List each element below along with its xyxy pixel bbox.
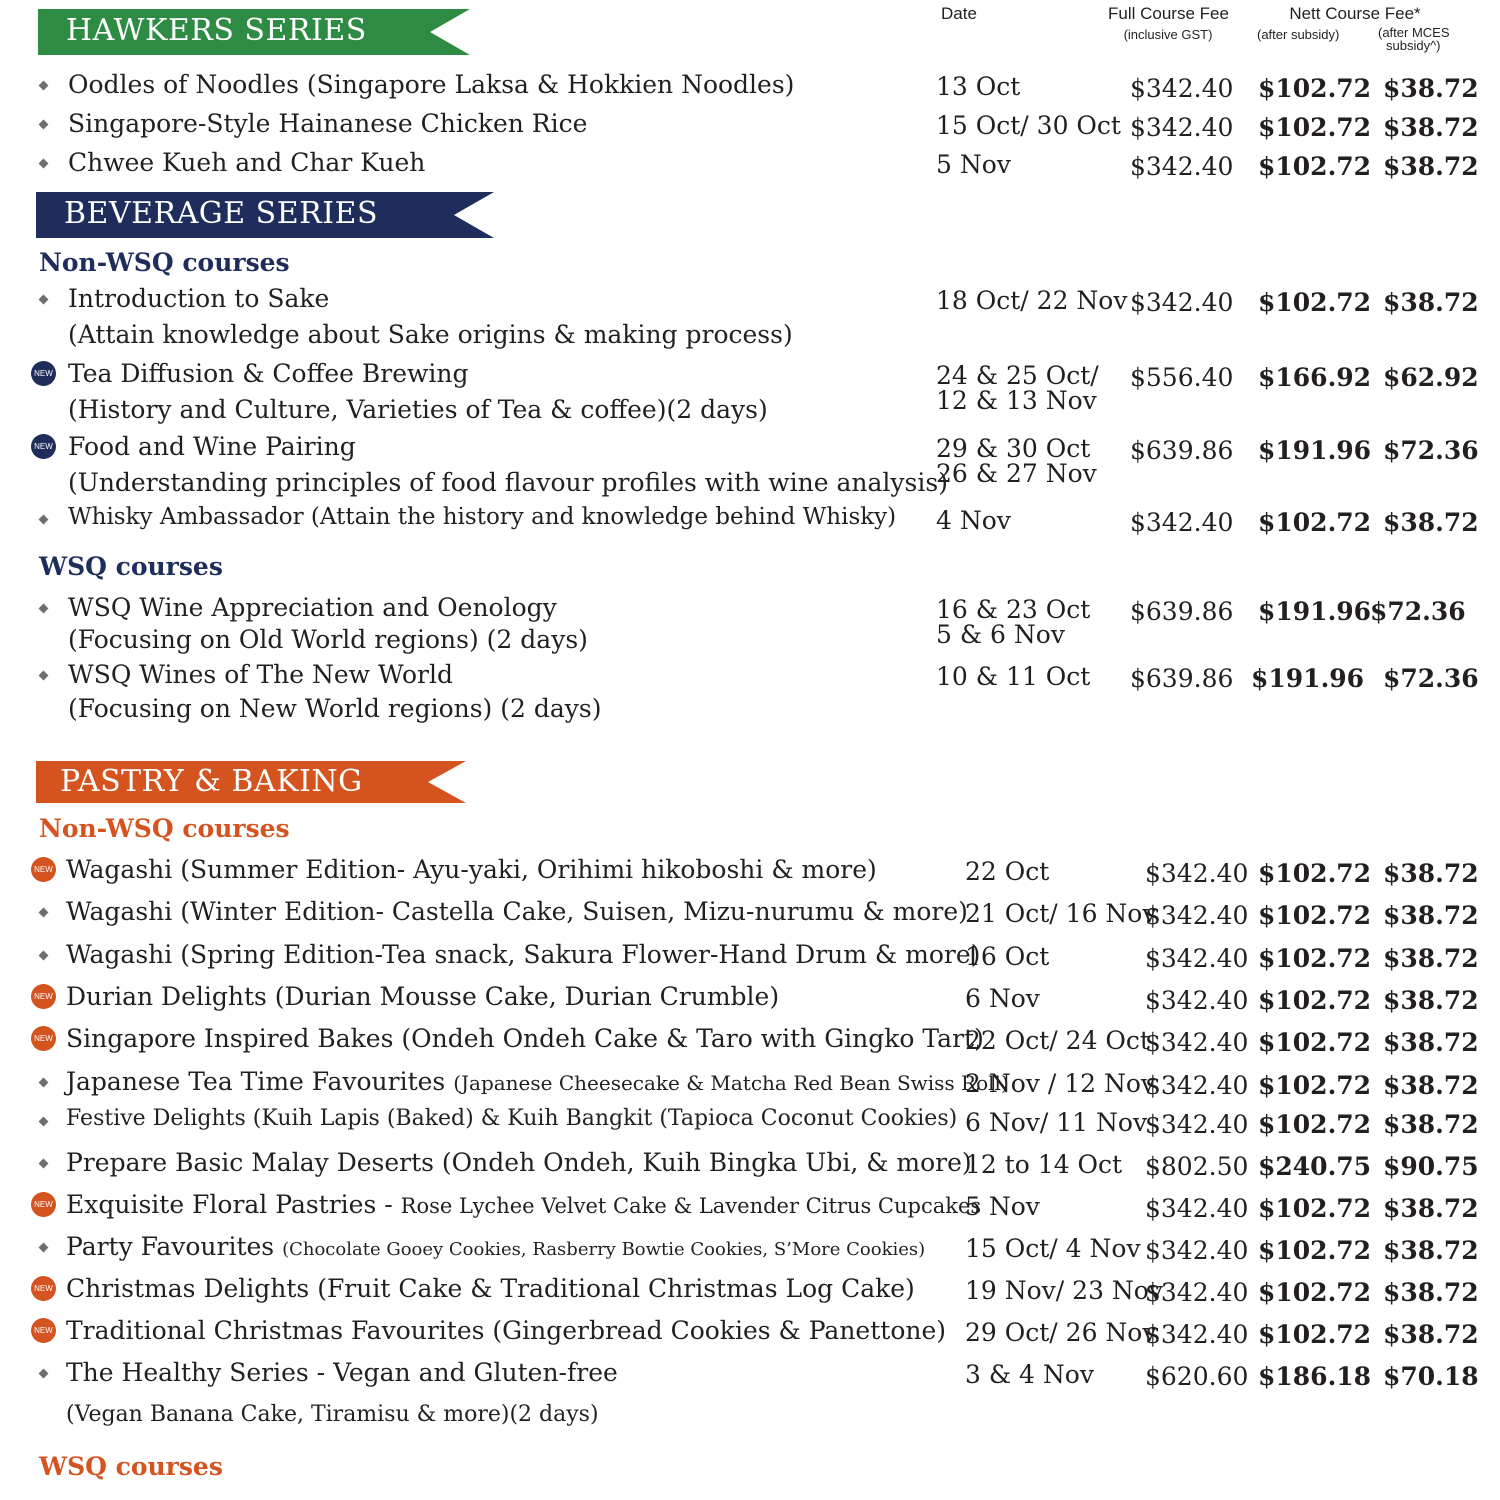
course-row: [0, 109, 1500, 149]
course-row: [0, 593, 1500, 654]
new-badge-icon: NEW: [31, 434, 56, 459]
course-fee: $342.40: [1145, 859, 1249, 888]
bullet-icon: [39, 81, 49, 91]
course-nett-fee: $102.72: [1258, 1320, 1372, 1349]
course-nett-fee: $102.72: [1258, 1071, 1372, 1100]
course-name: Festive Delights (Kuih Lapis (Baked) & Kuih Bangkit (Tapioca Coconut Cookies): [66, 1106, 958, 1131]
course-nett-fee: $102.72: [1258, 944, 1372, 973]
beverage-non-wsq-heading: Non-WSQ courses: [39, 248, 290, 277]
header-date: Date: [941, 4, 977, 23]
hawkers-banner: [38, 9, 470, 55]
course-nett-fee: $102.72: [1258, 74, 1372, 103]
course-row: [0, 148, 1500, 188]
course-mces-fee: $38.72: [1383, 1194, 1479, 1223]
course-date: [936, 597, 1090, 647]
course-date-line1: 29 & 30 Oct: [936, 434, 1091, 463]
course-nett-fee: $191.96: [1258, 597, 1372, 626]
pastry-non-wsq-heading: Non-WSQ courses: [39, 814, 290, 843]
course-nett-fee: $102.72: [1258, 1236, 1372, 1265]
course-nett-fee: $102.72: [1258, 1194, 1372, 1223]
course-name: Tea Diffusion & Coffee Brewing: [68, 359, 469, 388]
course-fee: $342.40: [1130, 508, 1234, 537]
course-name-detail: (Japanese Cheesecake & Matcha Red Bean Swiss Roll): [453, 1071, 1009, 1095]
course-date: [936, 436, 1097, 486]
course-date: 6 Nov/ 11 Nov: [965, 1108, 1148, 1137]
course-row: [0, 1148, 1500, 1188]
course-mces-fee: $38.72: [1383, 1071, 1479, 1100]
course-nett-fee: $191.96: [1258, 436, 1372, 465]
course-fee: $342.40: [1145, 1028, 1249, 1057]
course-nett-fee: $166.92: [1258, 363, 1372, 392]
course-nett-fee: $240.75: [1258, 1152, 1372, 1181]
bullet-icon: [39, 1159, 49, 1169]
course-name: Prepare Basic Malay Deserts (Ondeh Ondeh, Kuih Bingka Ubi, & more): [66, 1148, 972, 1177]
bullet-icon: [39, 951, 49, 961]
course-name: Christmas Delights (Fruit Cake & Traditional Christmas Log Cake): [66, 1274, 915, 1303]
course-description: (Focusing on Old World regions) (2 days): [68, 625, 588, 654]
course-mces-fee: $38.72: [1383, 1110, 1479, 1139]
course-date: 13 Oct: [936, 72, 1021, 101]
course-date: 22 Oct: [965, 857, 1050, 886]
course-mces-fee: $72.36: [1383, 436, 1479, 465]
course-mces-fee: $38.72: [1383, 1028, 1479, 1057]
course-row: [0, 1316, 1500, 1356]
bullet-icon: [39, 908, 49, 918]
course-row: [0, 855, 1500, 895]
course-row: [0, 1067, 1500, 1107]
course-nett-fee: $102.72: [1258, 986, 1372, 1015]
course-name-main: Japanese Tea Time Favourites: [66, 1067, 454, 1096]
course-row: [0, 940, 1500, 980]
course-mces-fee: $38.72: [1383, 113, 1479, 142]
course-mces-fee: $38.72: [1383, 152, 1479, 181]
bullet-icon: [39, 120, 49, 130]
course-row: [0, 284, 1500, 349]
pastry-banner: [36, 761, 466, 803]
course-name: Food and Wine Pairing: [68, 432, 356, 461]
course-mces-fee: $38.72: [1383, 944, 1479, 973]
course-fee: $639.86: [1130, 597, 1234, 626]
course-date: 22 Oct/ 24 Oct: [965, 1026, 1150, 1055]
course-name: WSQ Wines of The New World: [68, 660, 453, 689]
course-mces-fee: $38.72: [1383, 74, 1479, 103]
course-row: [0, 432, 1500, 497]
bullet-icon: [39, 159, 49, 169]
course-fee: $342.40: [1145, 1320, 1249, 1349]
bullet-icon: [39, 671, 49, 681]
course-date: 29 Oct/ 26 Nov: [965, 1318, 1157, 1347]
course-name-main: Party Favourites: [66, 1232, 283, 1261]
course-name: Traditional Christmas Favourites (Gingerbread Cookies & Panettone): [66, 1316, 947, 1345]
course-nett-fee: $102.72: [1258, 859, 1372, 888]
header-full-fee-sub: (inclusive GST): [1123, 27, 1213, 42]
course-name: Singapore-Style Hainanese Chicken Rice: [68, 109, 588, 138]
course-date: 21 Oct/ 16 Nov: [965, 899, 1157, 928]
course-name: [66, 1190, 981, 1219]
course-mces-fee: $90.75: [1383, 1152, 1479, 1181]
pastry-wsq-heading: WSQ courses: [39, 1452, 223, 1481]
course-row: [0, 1358, 1500, 1427]
course-mces-fee: $38.72: [1383, 288, 1479, 317]
course-fee: $556.40: [1130, 363, 1234, 392]
course-nett-fee: $186.18: [1258, 1362, 1372, 1391]
course-mces-fee: $62.92: [1383, 363, 1479, 392]
course-name: Durian Delights (Durian Mousse Cake, Durian Crumble): [66, 982, 780, 1011]
course-row: [0, 982, 1500, 1022]
course-name: WSQ Wine Appreciation and Oenology: [68, 593, 557, 622]
new-badge-icon: NEW: [31, 1026, 56, 1051]
course-row: [0, 1190, 1500, 1230]
course-name-main: Exquisite Floral Pastries -: [66, 1190, 401, 1219]
course-fee: $342.40: [1130, 113, 1234, 142]
course-mces-fee: $38.72: [1383, 1278, 1479, 1307]
beverage-banner: [36, 192, 494, 238]
course-description: (Focusing on New World regions) (2 days): [68, 694, 602, 723]
course-description: (History and Culture, Varieties of Tea & coffee)(2 days): [68, 395, 768, 424]
course-fee: $342.40: [1145, 1071, 1249, 1100]
course-fee: $342.40: [1130, 152, 1234, 181]
course-fee: $342.40: [1145, 901, 1249, 930]
course-fee: $342.40: [1145, 944, 1249, 973]
header-full-fee-label: Full Course Fee: [1108, 4, 1229, 23]
course-name: Oodles of Noodles (Singapore Laksa & Hokkien Noodles): [68, 70, 795, 99]
course-fee: $342.40: [1130, 74, 1234, 103]
course-date: 5 Nov: [965, 1192, 1040, 1221]
new-badge-icon: NEW: [31, 361, 56, 386]
course-fee: $342.40: [1130, 288, 1234, 317]
hawkers-title: HAWKERS SERIES: [66, 13, 367, 48]
bullet-icon: [39, 515, 49, 525]
course-mces-fee: $38.72: [1383, 1320, 1479, 1349]
course-fee: $802.50: [1145, 1152, 1249, 1181]
course-date-line2: 5 & 6 Nov: [936, 620, 1065, 649]
header-full-fee: [1108, 4, 1228, 41]
bullet-icon: [39, 295, 49, 305]
course-nett-fee: $102.72: [1258, 508, 1372, 537]
course-name: [66, 1067, 1009, 1096]
bullet-icon: [39, 1243, 49, 1253]
course-name: Chwee Kueh and Char Kueh: [68, 148, 426, 177]
header-nett-fee: [1255, 4, 1455, 53]
new-badge-icon: NEW: [31, 1318, 56, 1343]
course-nett-fee: $102.72: [1258, 1278, 1372, 1307]
course-name-detail: Rose Lychee Velvet Cake & Lavender Citrus Cupcakes: [400, 1194, 982, 1218]
header-nett-sub2a: (after MCES: [1378, 25, 1450, 40]
course-date: [936, 363, 1099, 413]
course-row: [0, 1274, 1500, 1314]
course-date: 16 Oct: [965, 942, 1050, 971]
course-fee: $342.40: [1145, 986, 1249, 1015]
bullet-icon: [39, 1078, 49, 1088]
bullet-icon: [39, 1369, 49, 1379]
course-mces-fee: $38.72: [1383, 986, 1479, 1015]
course-date: 15 Oct/ 4 Nov: [965, 1234, 1141, 1263]
course-date: 4 Nov: [936, 506, 1011, 535]
course-name: Wagashi (Summer Edition- Ayu-yaki, Orihimi hikoboshi & more): [66, 855, 877, 884]
beverage-wsq-heading: WSQ courses: [39, 552, 223, 581]
course-row: [0, 70, 1500, 110]
course-fee: $342.40: [1145, 1110, 1249, 1139]
course-nett-fee: $102.72: [1258, 1110, 1372, 1139]
course-date-line1: 24 & 25 Oct/: [936, 361, 1099, 390]
pastry-title: PASTRY & BAKING: [60, 764, 363, 799]
header-nett-sub2b: subsidy^): [1386, 38, 1441, 53]
course-name: Whisky Ambassador (Attain the history and knowledge behind Whisky): [68, 504, 897, 530]
course-name: The Healthy Series - Vegan and Gluten-free: [66, 1358, 618, 1387]
course-nett-fee: $102.72: [1258, 113, 1372, 142]
beverage-title: BEVERAGE SERIES: [64, 196, 379, 231]
course-fee: $639.86: [1130, 664, 1234, 693]
course-mces-fee: $38.72: [1383, 859, 1479, 888]
course-mces-fee: $72.36: [1370, 597, 1466, 626]
course-row: [0, 359, 1500, 424]
course-row: [0, 1106, 1500, 1146]
course-mces-fee: $72.36: [1383, 664, 1479, 693]
course-date: 6 Nov: [965, 984, 1040, 1013]
course-description: (Vegan Banana Cake, Tiramisu & more)(2 days): [66, 1402, 599, 1427]
course-nett-fee: $102.72: [1258, 901, 1372, 930]
course-name: Wagashi (Spring Edition-Tea snack, Sakura Flower-Hand Drum & more): [66, 940, 981, 969]
course-name: Introduction to Sake: [68, 284, 330, 313]
course-date: 2 Nov / 12 Nov: [965, 1069, 1156, 1098]
course-fee: $342.40: [1145, 1236, 1249, 1265]
course-mces-fee: $38.72: [1383, 508, 1479, 537]
course-date: 3 & 4 Nov: [965, 1360, 1094, 1389]
course-date: 15 Oct/ 30 Oct: [936, 111, 1121, 140]
course-name: Singapore Inspired Bakes (Ondeh Ondeh Cake & Taro with Gingko Tart): [66, 1024, 984, 1053]
course-description: (Understanding principles of food flavour profiles with wine analysis): [68, 468, 948, 497]
bullet-icon: [39, 1117, 49, 1127]
header-nett-sub1: (after subsidy): [1257, 27, 1340, 42]
course-date: 5 Nov: [936, 150, 1011, 179]
course-fee: $620.60: [1145, 1362, 1249, 1391]
course-date-line2: 12 & 13 Nov: [936, 386, 1097, 415]
course-date: 18 Oct/ 22 Nov: [936, 286, 1128, 315]
new-badge-icon: NEW: [31, 984, 56, 1009]
course-nett-fee: $102.72: [1258, 152, 1372, 181]
course-nett-fee: $102.72: [1258, 1028, 1372, 1057]
course-mces-fee: $70.18: [1383, 1362, 1479, 1391]
course-fee: $639.86: [1130, 436, 1234, 465]
course-description: (Attain knowledge about Sake origins & making process): [68, 320, 793, 349]
course-date-line1: 16 & 23 Oct: [936, 595, 1091, 624]
course-name-detail: (Chocolate Gooey Cookies, Rasberry Bowtie Cookies, S’More Cookies): [282, 1239, 926, 1260]
course-name: Wagashi (Winter Edition- Castella Cake, Suisen, Mizu-nurumu & more): [66, 897, 968, 926]
course-nett-fee: $191.96: [1251, 664, 1365, 693]
course-nett-fee: $102.72: [1258, 288, 1372, 317]
new-badge-icon: NEW: [31, 1276, 56, 1301]
course-row: [0, 1024, 1500, 1064]
course-fee: $342.40: [1145, 1278, 1249, 1307]
course-row: [0, 1232, 1500, 1272]
course-date: 10 & 11 Oct: [936, 662, 1091, 691]
course-row: [0, 660, 1500, 723]
course-row: [0, 504, 1500, 544]
course-date: 12 to 14 Oct: [965, 1150, 1123, 1179]
bullet-icon: [39, 604, 49, 614]
new-badge-icon: NEW: [31, 857, 56, 882]
course-mces-fee: $38.72: [1383, 901, 1479, 930]
header-nett-fee-label: Nett Course Fee*: [1289, 4, 1421, 23]
course-name: [66, 1232, 925, 1261]
course-row: [0, 897, 1500, 937]
new-badge-icon: NEW: [31, 1192, 56, 1217]
course-date-line2: 26 & 27 Nov: [936, 459, 1097, 488]
course-mces-fee: $38.72: [1383, 1236, 1479, 1265]
course-date: 19 Nov/ 23 Nov: [965, 1276, 1163, 1305]
course-fee: $342.40: [1145, 1194, 1249, 1223]
